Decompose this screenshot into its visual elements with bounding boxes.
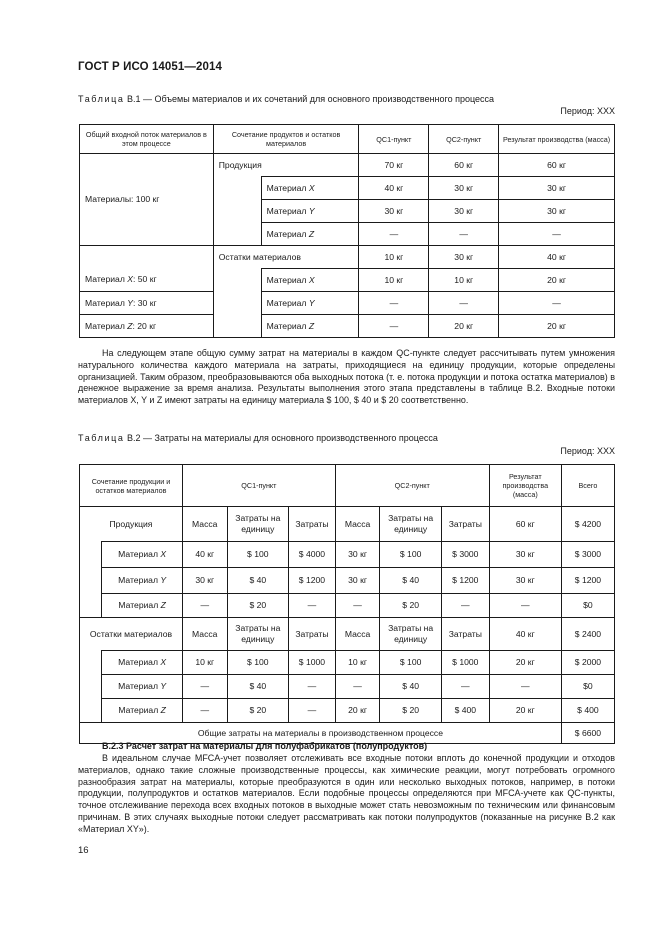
section-number: В.2.3 [102,741,124,751]
table-cell: $ 100 [380,651,442,675]
table-cell: Материал X: 50 кг [80,269,214,292]
table2-header-cell: Результат производства (масса) [489,465,561,507]
table-cell: Масса [335,507,380,542]
table-cell: $ 40 [227,568,289,594]
table-cell: $0 [561,675,614,699]
table-cell: $ 1200 [289,568,336,594]
table-cell: — [182,594,227,618]
table2 [79,464,615,744]
table-cell: Продукция [80,507,183,542]
table-cell: 30 кг [429,246,499,269]
table-cell: Материал Z [261,223,359,246]
table-cell: 30 кг [499,177,615,200]
table-cell: 40 кг [499,246,615,269]
table-cell: $ 40 [380,568,442,594]
table-cell: Материал Z: 20 кг [80,315,214,338]
table-row [80,154,615,177]
table-cell: $ 1000 [441,651,489,675]
table-cell: 20 кг [489,699,561,723]
table-cell: — [335,594,380,618]
table2-total-label: Общие затраты на материалы в производственном процессе [80,723,562,744]
table-cell: Затраты [289,507,336,542]
table2-label: Таблица [78,433,125,443]
table-cell: Затраты на единицу [380,618,442,651]
table-cell: Масса [335,618,380,651]
body-paragraph [78,753,615,836]
table1-header-cell: QC2-пункт [429,125,499,154]
table-cell: Материалы: 100 кг [80,154,214,246]
table-cell: 10 кг [359,246,429,269]
table-cell: $ 4200 [561,507,614,542]
table2-header-cell: QC2-пункт [335,465,489,507]
table-cell: — [182,675,227,699]
table-cell: 30 кг [182,568,227,594]
table-cell: — [182,699,227,723]
table1-header-row [80,125,615,154]
table-cell: $ 400 [441,699,489,723]
table-cell: $ 400 [561,699,614,723]
table-row [80,507,615,542]
table-cell: 60 кг [489,507,561,542]
table-cell: — [359,292,429,315]
table-cell: 10 кг [429,269,499,292]
table-cell: Затраты [289,618,336,651]
table-row [80,594,615,618]
table1-caption-text: В.1 — Объемы материалов и их сочетаний для основного производственного процесса [127,94,495,104]
table-cell: Материал Z [102,699,183,723]
table-cell: 70 кг [359,154,429,177]
body-paragraph [78,348,615,407]
table-cell: Затраты [441,618,489,651]
table-cell: Материал Y: 30 кг [80,292,214,315]
document-header: ГОСТ Р ИСО 14051—2014 [78,61,223,73]
table-cell: — [441,594,489,618]
table-cell: 20 кг [429,315,499,338]
table-cell: $ 1000 [289,651,336,675]
table-cell: 20 кг [335,699,380,723]
table-cell: 30 кг [335,568,380,594]
table-cell: $ 40 [380,675,442,699]
table-cell: $ 100 [380,542,442,568]
table-cell: — [359,223,429,246]
table-cell: $ 3000 [561,542,614,568]
table-cell: — [441,675,489,699]
table1 [79,124,615,338]
table-cell: — [289,675,336,699]
table-cell: Масса [182,507,227,542]
table-cell: Материал X [102,542,183,568]
table1-header-cell: QC1-пункт [359,125,429,154]
table-cell: $ 1200 [441,568,489,594]
table-cell: — [489,594,561,618]
table-cell: Материал X [102,651,183,675]
table2-caption [78,433,438,443]
table-cell: Материал Z [261,315,359,338]
table-cell: Масса [182,618,227,651]
paragraph-text: В идеальном случае MFCA-учет позволяет отслеживать все входные потоки вплоть до конечной продукции и отходов материалов, однако такие сложные производственные процессы, как химические реакции, могут потребовать огромного разнообразия затрат на материалы, которые преобразуются в один или несколько выходных потоков, например, в потоки продукции, полупродуктов и остатков материалов. Если подобные процессы определяются при MFCA-учете как QC-пункты, точное отслеживание перехода всех входных потоков в выходные может стать невозможным по техническим или финансовым причинам. В этих случаях выходные потоки следует рассматривать как потоки полупродуктов (показанные на рисунке В.2 как «Материал XY»). [78,753,615,834]
table-cell: $ 1200 [561,568,614,594]
table1-header-cell: Общий входной поток материалов в этом процессе [80,125,214,154]
table2-caption-text: В.2 — Затраты на материалы для основного производственного процесса [127,433,438,443]
table-row [80,568,615,594]
table-cell: Затраты на единицу [380,507,442,542]
table-cell: 40 кг [182,542,227,568]
table-row [80,699,615,723]
table-cell: — [429,292,499,315]
table-cell: $ 100 [227,542,289,568]
table-cell: 60 кг [499,154,615,177]
table-cell: Затраты [441,507,489,542]
table-cell: — [335,675,380,699]
table-cell: Материал Y [102,675,183,699]
table2-header-cell: Сочетание продукции и остатков материалов [80,465,183,507]
table-cell: 40 кг [489,618,561,651]
table-cell: Материал Y [261,200,359,223]
page-number: 16 [78,845,89,856]
table-cell: 30 кг [429,200,499,223]
table-cell: Материал X [261,269,359,292]
table-cell: $ 2400 [561,618,614,651]
table-cell: 20 кг [489,651,561,675]
table-row [80,618,615,651]
table-cell: — [429,223,499,246]
table-cell: Продукция [213,154,359,177]
table-cell: — [289,594,336,618]
section-title: Расчет затрат на материалы для полуфабрикатов (полупродуктов) [126,741,428,751]
table-cell: 30 кг [489,542,561,568]
table-cell: Остатки материалов [213,246,359,269]
table-row [80,675,615,699]
table-cell: 40 кг [359,177,429,200]
table-cell: $ 3000 [441,542,489,568]
table2-header-row [80,465,615,507]
paragraph-text: На следующем этапе общую сумму затрат на материалы в каждом QC-пункте следует рассчитывать путем умножения натурального количества каждого материала на затраты, приходящиеся на единицу продукции, которые определены организацией. Таким образом, преобразовываются оба выходных потока (т. е. потока продукции и потока остатка материалов) в денежное выражение за время анализа. Результаты выполнения этого этапа представлены в таблице В.2. Входные потоки материалов X, Y и Z имеют затраты на единицу материала $ 100, $ 40 и $ 20 соответственно. [78,348,615,406]
table-cell: 10 кг [182,651,227,675]
table-row [80,542,615,568]
table-cell: Материал Z [102,594,183,618]
table-cell: 10 кг [359,269,429,292]
table-cell: — [359,315,429,338]
table-cell: 60 кг [429,154,499,177]
table-cell: Затраты на единицу [227,618,289,651]
table-cell: 30 кг [489,568,561,594]
table-cell: 10 кг [335,651,380,675]
table-cell: 30 кг [359,200,429,223]
section-heading [102,741,427,751]
table-row [80,651,615,675]
table-cell: Материал Y [261,292,359,315]
table1-header-cell: Результат производства (масса) [499,125,615,154]
table-cell: $ 20 [227,594,289,618]
table-row [80,269,615,292]
table-cell: $ 40 [227,675,289,699]
table-cell: — [499,292,615,315]
table-cell: $0 [561,594,614,618]
table2-header-cell: QC1-пункт [182,465,335,507]
table-cell: Материал Y [102,568,183,594]
table-cell: 20 кг [499,269,615,292]
table-cell: $ 4000 [289,542,336,568]
table-cell: $ 20 [380,594,442,618]
table-cell: 20 кг [499,315,615,338]
table-cell: — [289,699,336,723]
table-row [80,246,615,269]
table-cell: 30 кг [429,177,499,200]
table2-period: Период: XXX [560,446,615,456]
table-cell: $ 100 [227,651,289,675]
table-cell: $ 20 [380,699,442,723]
table-cell: Затраты на единицу [227,507,289,542]
table1-period: Период: XXX [560,106,615,116]
table1-header-cell: Сочетание продуктов и остатков материалов [213,125,359,154]
table-cell: — [499,223,615,246]
table2-total-value: $ 6600 [561,723,614,744]
table-cell: Материал X [261,177,359,200]
table-cell: $ 20 [227,699,289,723]
table-cell: — [489,675,561,699]
table1-label: Таблица [78,94,125,104]
table-cell: $ 2000 [561,651,614,675]
table-row [80,315,615,338]
table1-caption [78,94,494,104]
table-cell: 30 кг [499,200,615,223]
table-cell: Остатки материалов [80,618,183,651]
table-cell: 30 кг [335,542,380,568]
table2-header-cell: Всего [561,465,614,507]
table-row [80,292,615,315]
